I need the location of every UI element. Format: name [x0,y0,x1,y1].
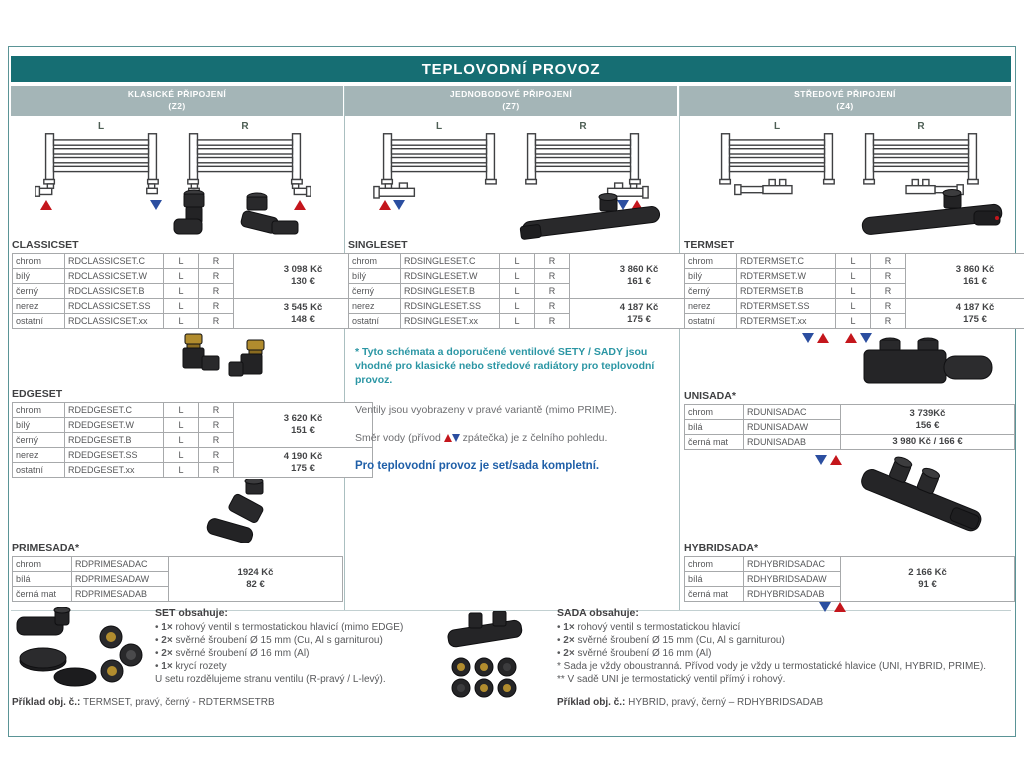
page-title: TEPLOVODNÍ PROVOZ [11,56,1011,82]
singleset-product-photo [514,192,669,242]
finish-cell: chrom [349,254,401,269]
set-order-example: Příklad obj. č.: TERMSET, pravý, černý - RDTERMSETRB [12,697,275,708]
variant-r-cell: R [199,463,234,478]
finish-cell: chrom [685,405,744,420]
column-divider [679,86,680,610]
flow-up-arrow [40,200,52,210]
price-cell: 4 190 Kč 175 € [234,448,373,478]
variant-r-cell: R [199,403,234,418]
code-cell: RDUNISADAB [744,435,841,450]
price-cell: 3 739Kč 156 € [841,405,1015,435]
diagram-label-l: L [97,121,105,132]
termset-title: TERMSET [684,239,735,251]
variant-l-cell: L [164,269,199,284]
price-cell: 4 187 Kč 175 € [906,299,1024,329]
finish-cell: bílý [685,269,737,284]
variant-l-cell: L [164,314,199,329]
variant-r-cell: R [199,418,234,433]
list-item: • 1× krycí rozety [155,660,455,673]
list-item: • 2× svěrné šroubení Ø 15 mm (Cu, Al s garniturou) [155,634,455,647]
catalog-board [8,46,1016,737]
code-cell: RDEDGESET.xx [65,463,164,478]
variant-l-cell: L [500,254,535,269]
variant-r-cell: R [871,299,906,314]
price-cell: 3 860 Kč 161 € [570,254,709,299]
finish-cell: nerez [13,448,65,463]
code-cell: RDPRIMESADAB [72,587,169,602]
code-cell: RDPRIMESADAW [72,572,169,587]
hybridsada-table [684,556,1015,602]
table-row [349,254,709,269]
finish-cell: bílý [13,418,65,433]
variant-l-cell: L [164,299,199,314]
table-row [13,557,343,572]
finish-cell: černá mat [685,587,744,602]
edgeset-product-photo [149,332,299,388]
code-cell: RDUNISADAW [744,420,841,435]
variant-l-cell: L [500,299,535,314]
code-cell: RDSINGLESET.B [401,284,500,299]
note-complete: Pro teplovodní provoz je set/sada kompletní. [355,459,600,472]
table-row [685,254,1024,269]
sada-components-photo [439,611,551,703]
code-cell: RDSINGLESET.SS [401,299,500,314]
code-cell: RDTERMSET.B [737,284,836,299]
variant-r-cell: R [535,284,570,299]
flow-down-arrow [860,333,872,343]
table-row [13,299,373,314]
unisada-title: UNISADA* [684,390,736,402]
flow-up-arrow [444,434,452,442]
code-cell: RDEDGESET.W [65,418,164,433]
finish-cell: černý [13,284,65,299]
set-contents-heading: SET obsahuje: [155,607,228,619]
primesada-table [12,556,343,602]
hybridsada-product-photo [849,455,1001,543]
variant-l-cell: L [836,254,871,269]
diagram-label-l: L [773,121,781,132]
variant-r-cell: R [535,299,570,314]
variant-l-cell: L [836,269,871,284]
price-cell: 2 166 Kč 91 € [841,557,1015,602]
flow-up-arrow [830,455,842,465]
variant-l-cell: L [164,448,199,463]
variant-l-cell: L [164,403,199,418]
finish-cell: nerez [349,299,401,314]
finish-cell: černý [685,284,737,299]
price-cell: 3 860 Kč 161 € [906,254,1024,299]
set-contents-block [155,607,455,686]
note-flow-direction: Směr vody (přívod zpátečka) je z čelního pohledu. [355,431,608,444]
column-header-central: STŘEDOVÉ PŘIPOJENÍ (Z4) [679,86,1011,116]
price-cell: 3 545 Kč 148 € [234,299,373,329]
radiator-schematic [517,132,649,199]
price-cell: 3 620 Kč 151 € [234,403,373,448]
table-row [13,448,373,463]
code-cell: RDPRIMESADAC [72,557,169,572]
table-row [685,405,1015,420]
variant-l-cell: L [836,314,871,329]
variant-r-cell: R [871,254,906,269]
set-components-photo [13,607,151,699]
sada-contents-heading: SADA obsahuje: [557,607,639,619]
code-cell: RDEDGESET.C [65,403,164,418]
code-cell: RDHYBRIDSADAC [744,557,841,572]
code-cell: RDEDGESET.B [65,433,164,448]
variant-l-cell: L [836,299,871,314]
finish-cell: nerez [685,299,737,314]
column-header-classic: KLASICKÉ PŘIPOJENÍ (Z2) [11,86,343,116]
code-cell: RDTERMSET.SS [737,299,836,314]
radiator-diagram-central-left [711,121,843,199]
finish-cell: bílý [13,269,65,284]
price-cell: 4 187 Kč 175 € [570,299,709,329]
table-row [685,299,1024,314]
code-cell: RDSINGLESET.C [401,254,500,269]
finish-cell: ostatní [685,314,737,329]
variant-r-cell: R [871,269,906,284]
hybridsada-title: HYBRIDSADA* [684,542,759,554]
diagram-label-r: R [241,121,249,132]
variant-r-cell: R [199,269,234,284]
termset-flow-arrows [802,333,872,343]
variant-r-cell: R [871,314,906,329]
variant-l-cell: L [164,254,199,269]
primesada-title: PRIMESADA* [12,542,80,554]
variant-l-cell: L [164,284,199,299]
price-cell: 3 098 Kč 130 € [234,254,373,299]
classicset-table [12,253,373,329]
radiator-schematic [711,132,843,199]
finish-cell: bílý [349,269,401,284]
flow-down-arrow [815,455,827,465]
code-cell: RDEDGESET.SS [65,448,164,463]
variant-r-cell: R [199,299,234,314]
finish-cell: nerez [13,299,65,314]
table-row [13,254,373,269]
finish-cell: ostatní [13,314,65,329]
flow-down-arrow [802,333,814,343]
code-cell: RDCLASSICSET.B [65,284,164,299]
column-header-single: JEDNOBODOVÉ PŘIPOJENÍ (Z7) [345,86,677,116]
sada-contents-block [557,607,1012,686]
list-item: • 2× svěrné šroubení Ø 16 mm (Al) [557,647,1012,660]
singleset-title: SINGLESET [348,239,408,251]
variant-l-cell: L [500,314,535,329]
variant-r-cell: R [199,433,234,448]
table-row [685,557,1015,572]
unisada-table [684,404,1015,450]
code-cell: RDTERMSET.W [737,269,836,284]
edgeset-table [12,402,373,478]
variant-r-cell: R [535,254,570,269]
code-cell: RDUNISADAC [744,405,841,420]
finish-cell: bílá [685,420,744,435]
flow-up-arrow [817,333,829,343]
finish-cell: bílá [13,572,72,587]
finish-cell: ostatní [13,463,65,478]
variant-r-cell: R [535,314,570,329]
code-cell: RDCLASSICSET.W [65,269,164,284]
flow-down-arrow [393,200,405,210]
radiator-diagram-single-left [373,121,505,211]
note-variant: Ventily jsou vyobrazeny v pravé variantě (mimo PRIME). [355,403,618,416]
notes-block [355,345,673,472]
finish-cell: bílá [685,572,744,587]
sada-order-example: Příklad obj. č.: HYBRID, pravý, černý – RDHYBRIDSADAB [557,697,824,708]
unisada-flow-arrows [815,455,842,465]
variant-l-cell: L [836,284,871,299]
finish-cell: chrom [685,254,737,269]
finish-cell: ostatní [349,314,401,329]
variant-r-cell: R [199,314,234,329]
table-row [13,403,373,418]
column-header-row [11,86,1011,116]
finish-cell: chrom [13,557,72,572]
classicset-title: CLASSICSET [12,239,79,251]
termset-table [684,253,1024,329]
variant-r-cell: R [199,284,234,299]
variant-l-cell: L [500,284,535,299]
table-row [685,435,1015,450]
finish-cell: černý [13,433,65,448]
finish-cell: černá mat [13,587,72,602]
note-schemata: * Tyto schémata a doporučené ventilové SETY / SADY jsou vhodné pro klasické nebo středové radiátory pro teplovodní provoz. [355,346,655,387]
flow-down-arrow [452,434,460,442]
variant-r-cell: R [871,284,906,299]
list-item: • 1× rohový ventil s termostatickou hlavicí [557,621,1012,634]
variant-r-cell: R [199,254,234,269]
sada-footnote-2: ** V sadě UNI je termostatický ventil přímý i rohový. [557,674,786,685]
column-divider [344,86,345,610]
table-row [349,299,709,314]
finish-cell: chrom [13,254,65,269]
finish-cell: černá mat [685,435,744,450]
code-cell: RDTERMSET.xx [737,314,836,329]
sada-footnote-1: * Sada je vždy oboustranná. Přívod vody je vždy u termostatické hlavice (UNI, HYBRID, PRIME). [557,661,987,672]
code-cell: RDCLASSICSET.xx [65,314,164,329]
unisada-product-photo [852,335,1000,390]
finish-cell: chrom [685,557,744,572]
code-cell: RDSINGLESET.xx [401,314,500,329]
termset-product-photo [854,187,1009,239]
variant-l-cell: L [164,433,199,448]
list-item: • 1× rohový ventil s termostatickou hlavicí (mimo EDGE) [155,621,455,634]
price-cell: 1924 Kč 82 € [169,557,343,602]
price-cell: 3 980 Kč / 166 € [841,435,1015,450]
code-cell: RDCLASSICSET.SS [65,299,164,314]
primesada-product-photo [184,479,309,543]
diagram-label-r: R [917,121,925,132]
variant-r-cell: R [535,269,570,284]
code-cell: RDHYBRIDSADAB [744,587,841,602]
code-cell: RDHYBRIDSADAW [744,572,841,587]
finish-cell: černý [349,284,401,299]
variant-l-cell: L [164,418,199,433]
code-cell: RDTERMSET.C [737,254,836,269]
code-cell: RDCLASSICSET.C [65,254,164,269]
edgeset-title: EDGESET [12,388,63,400]
flow-up-arrow [379,200,391,210]
finish-cell: chrom [13,403,65,418]
set-side-note: U setu rozdělujeme stranu ventilu (R-pravý / L-levý). [155,674,386,685]
variant-l-cell: L [500,269,535,284]
classicset-product-photo [144,187,314,243]
list-item: • 2× svěrné šroubení Ø 16 mm (Al) [155,647,455,660]
list-item: • 2× svěrné šroubení Ø 15 mm (Cu, Al s garniturou) [557,634,1012,647]
flow-up-arrow [845,333,857,343]
radiator-schematic [373,132,505,199]
diagram-label-r: R [579,121,587,132]
variant-l-cell: L [164,463,199,478]
diagram-label-l: L [435,121,443,132]
variant-r-cell: R [199,448,234,463]
code-cell: RDSINGLESET.W [401,269,500,284]
singleset-table [348,253,709,329]
